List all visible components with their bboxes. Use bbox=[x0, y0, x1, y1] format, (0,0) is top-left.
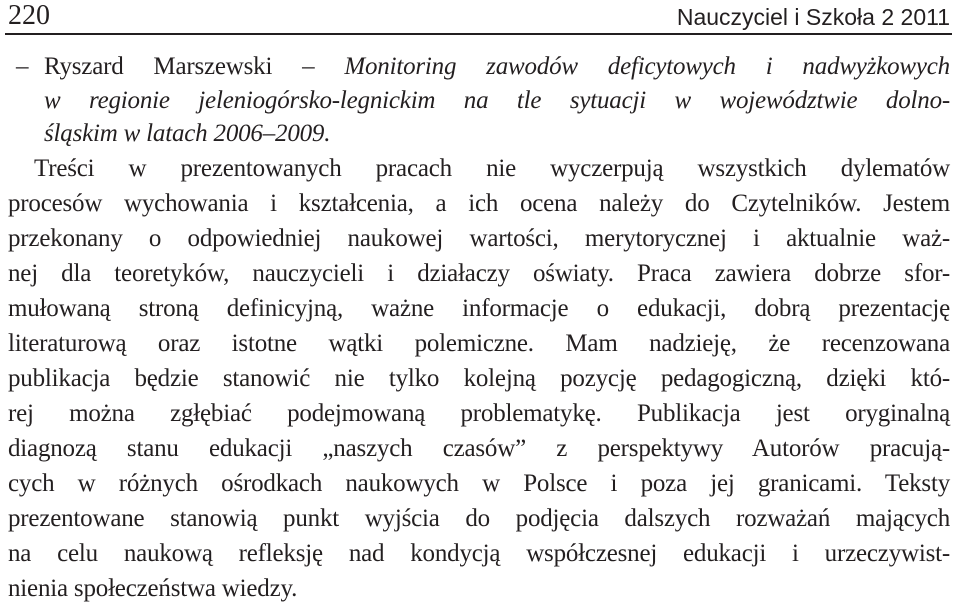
reference-line-2 bbox=[44, 86, 950, 116]
list-dash: – bbox=[16, 53, 29, 80]
page-header bbox=[0, 0, 958, 38]
paragraph-line: prezentowane stanowią punkt wyjścia do podjęcia dalszych rozważań mających bbox=[8, 505, 950, 532]
paragraph-line: cych w różnych ośrodkach naukowych w Polsce i poza jej granicami. Teksty bbox=[8, 470, 950, 497]
paragraph-line: nej dla teoretyków, nauczycieli i działaczy oświaty. Praca zawiera dobrze sfor- bbox=[8, 260, 950, 287]
reference-title-part-1: Monitoring zawodów deficytowych i nadwyżkowych bbox=[344, 53, 950, 80]
reference-title-part-2: w regionie jeleniogórsko-legnickim na tle sytuacji w województwie dolno- bbox=[44, 87, 950, 114]
header-rule bbox=[5, 33, 952, 35]
reference-line-1 bbox=[16, 52, 950, 82]
reference-line-3 bbox=[44, 119, 330, 149]
paragraph-line: diagnozą stanu edukacji „naszych czasów” z perspektywy Autorów pracują- bbox=[8, 435, 950, 462]
paragraph-line: procesów wychowania i kształcenia, a ich ocena należy do Czytelników. Jestem bbox=[8, 190, 950, 217]
paragraph-line: rej można zgłębiać podejmowaną problematykę. Publikacja jest oryginalną bbox=[8, 400, 950, 427]
paragraph-line: przekonany o odpowiedniej naukowej wartości, merytorycznej i aktualnie waż- bbox=[8, 225, 950, 252]
paragraph-line: Treści w prezentowanych pracach nie wyczerpują wszystkich dylematów bbox=[34, 155, 950, 182]
reference-title-part-3: śląskim w latach 2006–2009. bbox=[44, 120, 331, 147]
reference-author: Ryszard Marszewski – bbox=[44, 53, 315, 80]
page-number: 220 bbox=[8, 0, 50, 31]
paragraph-line: mułowaną stroną definicyjną, ważne informacje o edukacji, dobrą prezentację bbox=[8, 295, 950, 322]
paragraph-line: na celu naukową refleksję nad kondycją współczesnej edukacji i urzeczywist- bbox=[8, 540, 950, 567]
paragraph-line: nienia społeczeństwa wiedzy. bbox=[8, 575, 298, 602]
paragraph-line: literaturową oraz istotne wątki polemiczne. Mam nadzieję, że recenzowana bbox=[8, 330, 950, 357]
paragraph-line: publikacja będzie stanowić nie tylko kolejną pozycję pedagogiczną, dzięki któ- bbox=[8, 365, 950, 392]
running-title: Nauczyciel i Szkoła 2 2011 bbox=[676, 4, 950, 30]
